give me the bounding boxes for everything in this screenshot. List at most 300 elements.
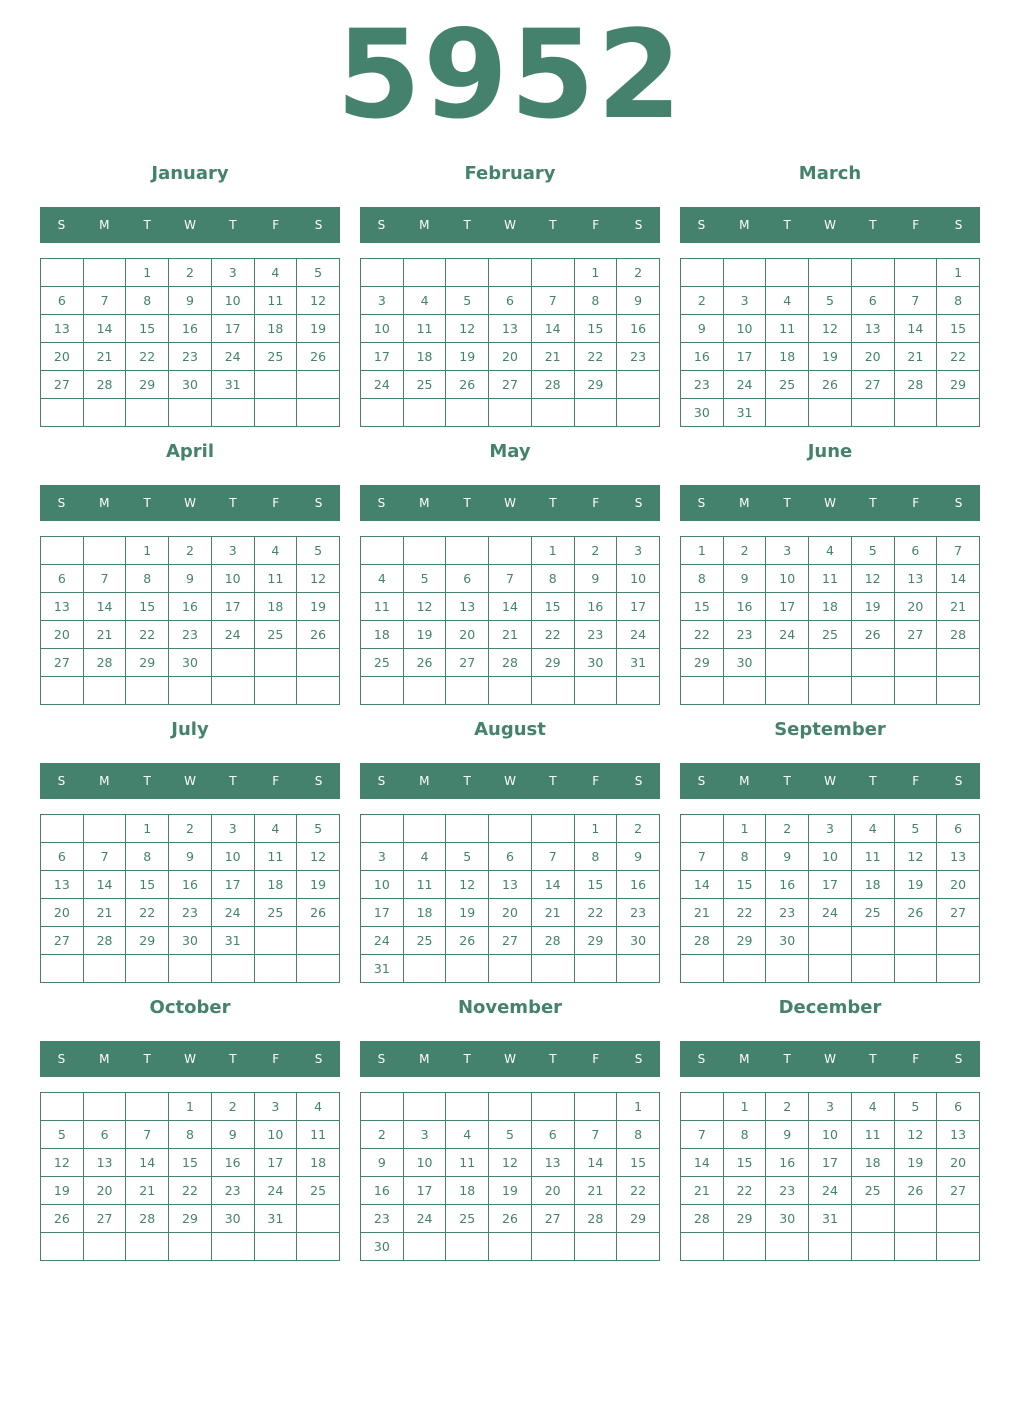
day-cell: 13 (489, 871, 532, 899)
week-row (361, 565, 660, 593)
day-cell: 10 (809, 1121, 852, 1149)
empty-day-cell (766, 677, 809, 705)
weekday-label: F (592, 774, 600, 788)
empty-day-cell (851, 677, 894, 705)
weekday-label: T (549, 1052, 557, 1066)
empty-day-cell (41, 537, 84, 565)
weekday-label: S (697, 496, 706, 510)
day-cell: 18 (254, 593, 297, 621)
day-cell: 24 (211, 621, 254, 649)
day-cell: 10 (361, 871, 404, 899)
empty-day-cell (894, 1205, 937, 1233)
day-cell: 6 (851, 287, 894, 315)
empty-day-cell (41, 399, 84, 427)
day-cell: 13 (489, 315, 532, 343)
day-cell: 18 (297, 1149, 340, 1177)
day-cell: 13 (937, 1121, 980, 1149)
empty-day-cell (297, 649, 340, 677)
day-cell: 14 (894, 315, 937, 343)
day-cell: 18 (446, 1177, 489, 1205)
empty-day-cell (297, 1205, 340, 1233)
week-row (681, 621, 980, 649)
day-cell: 15 (126, 871, 169, 899)
day-cell: 7 (937, 537, 980, 565)
day-cell: 29 (681, 649, 724, 677)
weekday-label: S (314, 218, 323, 232)
empty-day-cell (83, 815, 126, 843)
empty-day-cell (403, 259, 446, 287)
week-row (41, 1121, 340, 1149)
day-cell: 17 (723, 343, 766, 371)
day-cell: 29 (531, 649, 574, 677)
day-cell: 25 (297, 1177, 340, 1205)
empty-day-cell (297, 927, 340, 955)
empty-day-cell (361, 537, 404, 565)
day-cell: 29 (126, 927, 169, 955)
day-cell: 30 (169, 649, 212, 677)
day-cell: 10 (211, 287, 254, 315)
month-name: February (464, 163, 556, 184)
day-cell: 28 (937, 621, 980, 649)
day-cell: 16 (766, 1149, 809, 1177)
weekday-label: M (739, 218, 750, 232)
week-row (361, 537, 660, 565)
month-name: June (807, 441, 853, 462)
day-cell: 21 (937, 593, 980, 621)
day-cell: 3 (361, 843, 404, 871)
day-cell: 26 (809, 371, 852, 399)
weekday-label: W (504, 1052, 516, 1066)
day-cell: 10 (617, 565, 660, 593)
empty-day-cell (574, 1093, 617, 1121)
day-cell: 20 (83, 1177, 126, 1205)
day-cell: 26 (851, 621, 894, 649)
empty-day-cell (361, 399, 404, 427)
day-cell: 23 (766, 1177, 809, 1205)
weekday-label: M (419, 218, 430, 232)
week-row (681, 371, 980, 399)
day-cell: 24 (254, 1177, 297, 1205)
week-row (361, 815, 660, 843)
day-cell: 28 (531, 927, 574, 955)
day-cell: 24 (809, 899, 852, 927)
weekday-label: S (954, 218, 963, 232)
weekday-label: S (697, 218, 706, 232)
weekday-label: T (463, 774, 471, 788)
week-row (41, 621, 340, 649)
day-cell: 4 (403, 843, 446, 871)
empty-day-cell (894, 649, 937, 677)
day-cell: 12 (894, 843, 937, 871)
day-cell: 10 (254, 1121, 297, 1149)
day-cell: 6 (937, 1093, 980, 1121)
day-cell: 17 (211, 593, 254, 621)
day-cell: 19 (297, 593, 340, 621)
week-row (41, 315, 340, 343)
day-cell: 12 (297, 287, 340, 315)
weekday-label: S (377, 218, 386, 232)
day-cell: 3 (403, 1121, 446, 1149)
weekday-header (680, 207, 980, 243)
empty-day-cell (937, 1233, 980, 1261)
empty-day-cell (937, 955, 980, 983)
weekday-label: W (824, 1052, 836, 1066)
day-cell: 21 (83, 621, 126, 649)
day-cell: 7 (574, 1121, 617, 1149)
day-cell: 26 (894, 899, 937, 927)
weekday-label: M (419, 774, 430, 788)
day-cell: 3 (766, 537, 809, 565)
empty-day-cell (489, 1093, 532, 1121)
day-cell: 4 (851, 1093, 894, 1121)
week-row (361, 593, 660, 621)
empty-day-cell (361, 259, 404, 287)
day-cell: 20 (531, 1177, 574, 1205)
weekday-label: T (549, 774, 557, 788)
day-cell: 15 (723, 1149, 766, 1177)
day-cell: 27 (41, 371, 84, 399)
empty-day-cell (531, 259, 574, 287)
day-cell: 30 (169, 927, 212, 955)
weekday-label: S (634, 218, 643, 232)
day-cell: 29 (723, 927, 766, 955)
week-row (361, 843, 660, 871)
day-grid (40, 258, 340, 427)
empty-day-cell (297, 955, 340, 983)
day-cell: 28 (83, 927, 126, 955)
day-cell: 14 (681, 1149, 724, 1177)
day-cell: 20 (489, 899, 532, 927)
week-row (361, 1233, 660, 1261)
day-cell: 2 (766, 815, 809, 843)
day-cell: 14 (531, 315, 574, 343)
day-cell: 31 (723, 399, 766, 427)
day-cell: 25 (254, 621, 297, 649)
month-name: November (457, 997, 563, 1018)
empty-day-cell (894, 677, 937, 705)
empty-day-cell (489, 677, 532, 705)
empty-day-cell (851, 927, 894, 955)
empty-day-cell (723, 955, 766, 983)
day-cell: 28 (83, 371, 126, 399)
day-cell: 4 (297, 1093, 340, 1121)
empty-day-cell (446, 1093, 489, 1121)
day-cell: 27 (41, 927, 84, 955)
day-cell: 8 (126, 565, 169, 593)
month-name: May (489, 441, 531, 462)
week-row (681, 927, 980, 955)
day-cell: 31 (361, 955, 404, 983)
day-cell: 8 (169, 1121, 212, 1149)
day-cell: 24 (723, 371, 766, 399)
day-cell: 15 (617, 1149, 660, 1177)
week-row (361, 315, 660, 343)
day-cell: 16 (617, 871, 660, 899)
day-cell: 2 (766, 1093, 809, 1121)
week-row (681, 343, 980, 371)
empty-day-cell (851, 649, 894, 677)
day-cell: 29 (169, 1205, 212, 1233)
day-cell: 28 (531, 371, 574, 399)
day-cell: 15 (126, 315, 169, 343)
day-cell: 23 (169, 343, 212, 371)
day-cell: 19 (809, 343, 852, 371)
week-row (361, 1205, 660, 1233)
day-cell: 12 (446, 871, 489, 899)
day-cell: 21 (531, 343, 574, 371)
empty-day-cell (254, 677, 297, 705)
day-cell: 8 (126, 843, 169, 871)
weekday-label: F (272, 1052, 280, 1066)
day-cell: 14 (681, 871, 724, 899)
day-cell: 29 (574, 927, 617, 955)
week-row (41, 399, 340, 427)
week-row (41, 649, 340, 677)
empty-day-cell (531, 815, 574, 843)
empty-day-cell (361, 815, 404, 843)
day-cell: 22 (723, 1177, 766, 1205)
day-cell: 11 (297, 1121, 340, 1149)
day-cell: 3 (617, 537, 660, 565)
weekday-label: F (592, 1052, 600, 1066)
empty-day-cell (809, 399, 852, 427)
day-cell: 29 (617, 1205, 660, 1233)
week-row (681, 871, 980, 899)
weekday-label: S (377, 496, 386, 510)
day-cell: 8 (574, 287, 617, 315)
day-cell: 16 (169, 871, 212, 899)
day-cell: 17 (211, 871, 254, 899)
month-name: March (798, 163, 862, 184)
day-cell: 19 (446, 899, 489, 927)
empty-day-cell (489, 955, 532, 983)
day-cell: 13 (894, 565, 937, 593)
day-cell: 30 (574, 649, 617, 677)
day-cell: 6 (489, 843, 532, 871)
day-cell: 6 (446, 565, 489, 593)
weekday-label: S (697, 1052, 706, 1066)
week-row (41, 343, 340, 371)
weekday-label: T (869, 218, 877, 232)
day-cell: 21 (126, 1177, 169, 1205)
empty-day-cell (297, 1233, 340, 1261)
empty-day-cell (83, 1093, 126, 1121)
empty-day-cell (681, 1093, 724, 1121)
weekday-label: S (314, 774, 323, 788)
day-cell: 23 (681, 371, 724, 399)
week-row (681, 1205, 980, 1233)
weekday-label: T (783, 496, 791, 510)
day-cell: 31 (254, 1205, 297, 1233)
empty-day-cell (489, 399, 532, 427)
day-cell: 24 (361, 371, 404, 399)
day-cell: 12 (297, 565, 340, 593)
day-cell: 22 (723, 899, 766, 927)
day-cell: 10 (809, 843, 852, 871)
day-cell: 23 (574, 621, 617, 649)
empty-day-cell (254, 399, 297, 427)
week-row (361, 649, 660, 677)
empty-day-cell (809, 649, 852, 677)
weekday-label: S (57, 774, 66, 788)
empty-day-cell (531, 1093, 574, 1121)
week-row (681, 649, 980, 677)
empty-day-cell (937, 649, 980, 677)
day-cell: 5 (403, 565, 446, 593)
day-cell: 9 (617, 287, 660, 315)
day-cell: 20 (41, 621, 84, 649)
day-cell: 14 (574, 1149, 617, 1177)
empty-day-cell (403, 677, 446, 705)
day-cell: 1 (681, 537, 724, 565)
day-cell: 28 (83, 649, 126, 677)
day-cell: 22 (681, 621, 724, 649)
day-cell: 20 (851, 343, 894, 371)
month-name: July (171, 719, 209, 740)
day-cell: 18 (766, 343, 809, 371)
day-cell: 21 (574, 1177, 617, 1205)
month-name: September (774, 719, 886, 740)
day-cell: 3 (809, 815, 852, 843)
day-cell: 30 (169, 371, 212, 399)
day-cell: 27 (41, 649, 84, 677)
empty-day-cell (403, 1093, 446, 1121)
day-cell: 15 (574, 871, 617, 899)
day-cell: 26 (489, 1205, 532, 1233)
day-cell: 16 (169, 315, 212, 343)
day-cell: 9 (766, 843, 809, 871)
day-cell: 9 (574, 565, 617, 593)
empty-day-cell (723, 259, 766, 287)
week-row (361, 343, 660, 371)
empty-day-cell (809, 955, 852, 983)
day-cell: 21 (83, 343, 126, 371)
week-row (361, 287, 660, 315)
day-grid (40, 536, 340, 705)
weekday-label: W (824, 774, 836, 788)
weekday-label: F (272, 774, 280, 788)
empty-day-cell (169, 1233, 212, 1261)
empty-day-cell (851, 1205, 894, 1233)
week-row (361, 899, 660, 927)
day-cell: 14 (489, 593, 532, 621)
weekday-header (360, 763, 660, 799)
day-cell: 13 (41, 315, 84, 343)
empty-day-cell (83, 399, 126, 427)
day-cell: 15 (574, 315, 617, 343)
week-row (681, 1121, 980, 1149)
weekday-label: T (549, 496, 557, 510)
day-cell: 21 (489, 621, 532, 649)
day-cell: 30 (723, 649, 766, 677)
weekday-label: W (504, 218, 516, 232)
day-cell: 17 (766, 593, 809, 621)
day-cell: 28 (894, 371, 937, 399)
day-cell: 24 (361, 927, 404, 955)
empty-day-cell (297, 371, 340, 399)
empty-day-cell (211, 955, 254, 983)
day-cell: 1 (574, 259, 617, 287)
empty-day-cell (574, 955, 617, 983)
day-cell: 6 (83, 1121, 126, 1149)
day-cell: 19 (297, 871, 340, 899)
day-cell: 13 (41, 871, 84, 899)
day-cell: 7 (894, 287, 937, 315)
empty-day-cell (83, 1233, 126, 1261)
day-cell: 1 (126, 259, 169, 287)
day-cell: 7 (126, 1121, 169, 1149)
week-row (41, 287, 340, 315)
week-row (681, 537, 980, 565)
day-cell: 23 (361, 1205, 404, 1233)
day-cell: 17 (254, 1149, 297, 1177)
day-cell: 19 (403, 621, 446, 649)
day-cell: 2 (169, 537, 212, 565)
day-grid (680, 1092, 980, 1261)
day-cell: 13 (937, 843, 980, 871)
day-cell: 12 (809, 315, 852, 343)
day-cell: 1 (126, 537, 169, 565)
day-cell: 23 (617, 343, 660, 371)
week-row (41, 259, 340, 287)
day-cell: 14 (937, 565, 980, 593)
weekday-label: W (824, 218, 836, 232)
week-row (41, 1149, 340, 1177)
day-cell: 4 (809, 537, 852, 565)
empty-day-cell (617, 955, 660, 983)
empty-day-cell (361, 1093, 404, 1121)
day-cell: 5 (297, 537, 340, 565)
week-row (41, 677, 340, 705)
weekday-label: S (57, 218, 66, 232)
day-cell: 12 (41, 1149, 84, 1177)
day-cell: 28 (489, 649, 532, 677)
day-cell: 1 (574, 815, 617, 843)
day-cell: 26 (297, 621, 340, 649)
day-cell: 26 (894, 1177, 937, 1205)
empty-day-cell (403, 1233, 446, 1261)
weekday-label: M (739, 496, 750, 510)
empty-day-cell (254, 1233, 297, 1261)
day-cell: 5 (489, 1121, 532, 1149)
day-cell: 11 (254, 843, 297, 871)
weekday-label: M (419, 1052, 430, 1066)
day-cell: 5 (446, 287, 489, 315)
day-cell: 20 (937, 871, 980, 899)
day-cell: 9 (361, 1149, 404, 1177)
day-cell: 16 (211, 1149, 254, 1177)
day-cell: 16 (169, 593, 212, 621)
weekday-label: S (954, 1052, 963, 1066)
day-cell: 9 (169, 843, 212, 871)
empty-day-cell (809, 259, 852, 287)
empty-day-cell (41, 815, 84, 843)
empty-day-cell (766, 649, 809, 677)
week-row (681, 843, 980, 871)
day-grid (680, 814, 980, 983)
week-row (41, 871, 340, 899)
day-cell: 31 (617, 649, 660, 677)
day-cell: 5 (297, 259, 340, 287)
day-cell: 6 (937, 815, 980, 843)
weekday-label: W (184, 496, 196, 510)
day-cell: 8 (723, 1121, 766, 1149)
day-cell: 15 (531, 593, 574, 621)
empty-day-cell (894, 259, 937, 287)
day-cell: 6 (41, 565, 84, 593)
weekday-label: F (912, 1052, 920, 1066)
day-cell: 4 (403, 287, 446, 315)
